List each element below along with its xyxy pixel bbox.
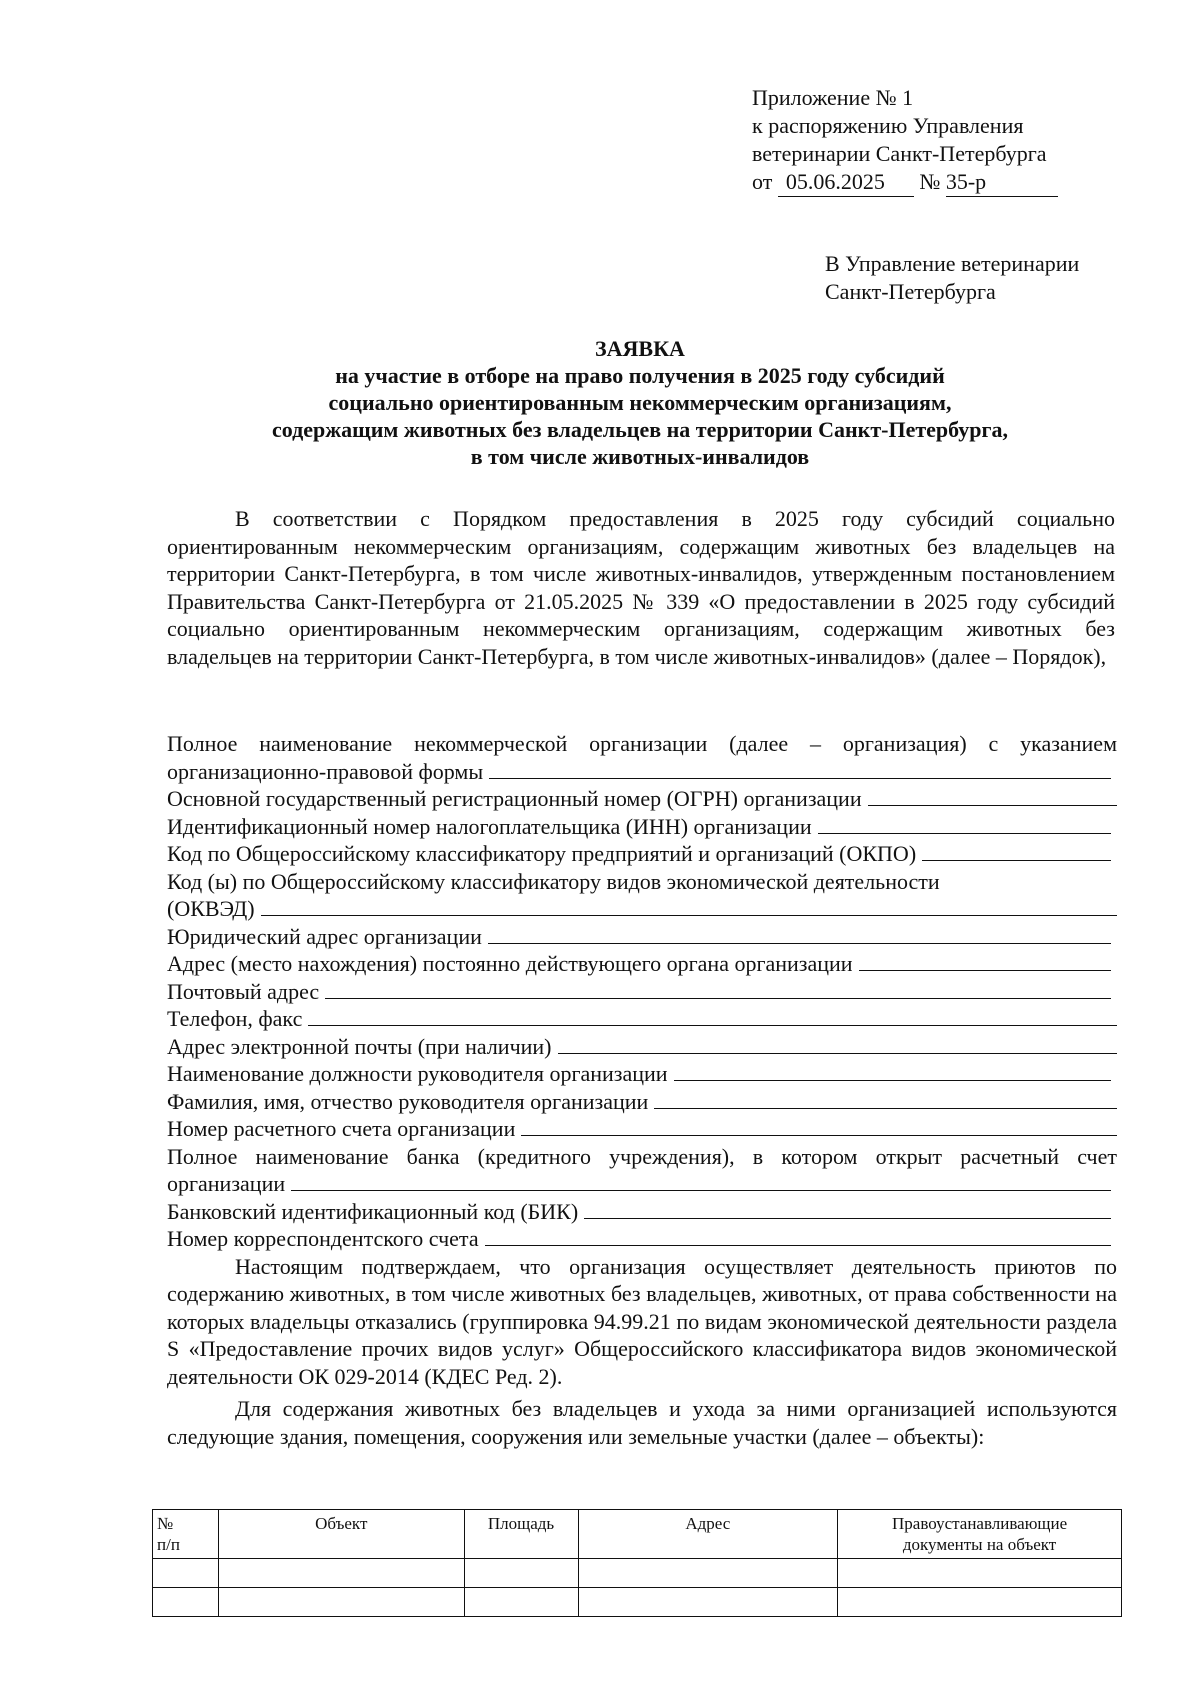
field-phone-label: Телефон, факс [167, 1006, 303, 1031]
field-head-position-input[interactable] [674, 1060, 1111, 1081]
field-email-label: Адрес электронной почты (при наличии) [167, 1033, 552, 1059]
field-okpo-label: Код по Общероссийскому классификатору предприятий и организаций (ОКПО) [167, 841, 917, 866]
table-cell[interactable] [153, 1559, 219, 1588]
annex-number-label: № [919, 169, 941, 194]
field-ogrn [167, 785, 1117, 813]
field-account-label: Номер расчетного счета организации [167, 1116, 516, 1141]
col-area-header: Площадь [464, 1510, 578, 1559]
col-docs-label-1: Правоустанавливающие [892, 1514, 1068, 1533]
field-okved-label-2: (ОКВЭД) [167, 896, 255, 921]
col-number-header [153, 1510, 219, 1559]
field-okpo-input[interactable] [922, 840, 1111, 861]
field-ogrn-label: Основной государственный регистрационный номер (ОГРН) организации [167, 786, 862, 811]
field-account-input[interactable] [521, 1115, 1117, 1136]
title-line-1: на участие в отборе на право получения в 2025 году субсидий [335, 363, 945, 388]
title-line-3: содержащим животных без владельцев на территории Санкт-Петербурга, [271, 417, 1009, 442]
field-full-name-label: Полное наименование некоммерческой организации (далее – организация) с указанием [167, 731, 1117, 756]
field-corr [167, 1225, 1117, 1253]
annex-number: 35-р [946, 168, 1058, 197]
field-account [167, 1115, 1117, 1143]
confirm-text: Настоящим подтверждаем, что организация осуществляет деятельность приютов по содержанию животных, в том числе животных без владельцев, животных, от права собственности на которых владельцы отказались (группировка 94.99.21 по видам экономической деятельности раздела S «Предоставление прочих видов услуг» Общероссийского классификатора видов экономической деятельности ОК 029-2014 (КДЕС Ред. 2). [167, 1253, 1117, 1389]
field-postal [167, 978, 1117, 1006]
table-cell[interactable] [464, 1588, 578, 1617]
field-location-label: Адрес (место нахождения) постоянно действующего органа организации [167, 951, 853, 976]
field-head-position [167, 1060, 1117, 1088]
field-legal-address [167, 923, 1117, 951]
objects-intro-paragraph [167, 1395, 1117, 1450]
document-title [120, 335, 1160, 470]
col-object-header: Объект [218, 1510, 464, 1559]
annex-date-line [752, 168, 1058, 197]
field-head-name [167, 1088, 1117, 1116]
field-inn-label: Идентификационный номер налогоплательщика (ИНН) организации [167, 813, 812, 839]
field-okved-input[interactable] [261, 895, 1117, 916]
field-okved-label: Код (ы) по Общероссийскому классификатору видов экономической деятельности [167, 868, 940, 894]
field-full-name [167, 758, 1117, 786]
confirm-paragraph [167, 1253, 1117, 1391]
field-email-input[interactable] [558, 1033, 1117, 1054]
annex-line-3: ветеринарии Санкт-Петербурга [752, 141, 1047, 166]
objects-table [152, 1509, 1122, 1617]
table-cell[interactable] [464, 1559, 578, 1588]
col-docs-header [838, 1510, 1122, 1559]
table-cell[interactable] [838, 1588, 1122, 1617]
table-cell[interactable] [578, 1559, 838, 1588]
table-cell[interactable] [153, 1588, 219, 1617]
field-okved [167, 895, 1117, 923]
field-ogrn-input[interactable] [868, 785, 1117, 806]
field-full-name-input[interactable] [489, 758, 1111, 779]
title-heading: ЗАЯВКА [595, 336, 685, 361]
field-corr-input[interactable] [485, 1225, 1111, 1246]
field-phone-input[interactable] [308, 1005, 1117, 1026]
intro-text: В соответствии с Порядком предоставления в 2025 году субсидий социально ориентированным некоммерческим организациям, содержащим животных без владельцев на территории Санкт-Петербурга, в том числе животных-инвалидов, утвержденным постановлением Правительства Санкт-Петербурга от 21.05.2025 № 339 «О предоставлении в 2025 году субсидий социально ориентированным некоммерческим организациям, содержащим животных без владельцев на территории Санкт-Петербурга, в том числе животных-инвалидов» (далее – Порядок), [167, 506, 1115, 669]
table-header-row [153, 1510, 1122, 1559]
field-inn [167, 813, 1117, 841]
field-full-name-label-2: организационно-правовой формы [167, 758, 484, 784]
field-bik-label: Банковский идентификационный код (БИК) [167, 1198, 579, 1224]
organization-fields [167, 730, 1117, 1450]
annex-line-2: к распоряжению Управления [752, 113, 1024, 138]
objects-intro-text: Для содержания животных без владельцев и ухода за ними организацией используются следующие здания, помещения, сооружения или земельные участки (далее – объекты): [167, 1396, 1117, 1449]
table-cell[interactable] [838, 1559, 1122, 1588]
field-bik [167, 1198, 1117, 1226]
field-bank-label: Полное наименование банка (кредитного учреждения), в котором открыт расчетный счет [167, 1143, 1117, 1169]
table-cell[interactable] [578, 1588, 838, 1617]
annex-date: 05.06.2025 [778, 168, 914, 197]
title-line-2: социально ориентированным некоммерческим организациям, [328, 390, 952, 415]
field-phone [167, 1005, 1117, 1033]
field-postal-input[interactable] [325, 978, 1111, 999]
annex-line-1: Приложение № 1 [752, 85, 914, 110]
field-legal-address-label: Юридический адрес организации [167, 923, 482, 949]
col-number-label-1: № [157, 1514, 174, 1533]
intro-paragraph [167, 505, 1115, 670]
field-head-name-input[interactable] [654, 1088, 1117, 1109]
field-location [167, 950, 1117, 978]
addressee-line-1: В Управление ветеринарии [825, 251, 1080, 276]
table-row [153, 1559, 1122, 1588]
field-bank [167, 1170, 1117, 1198]
table-cell[interactable] [218, 1559, 464, 1588]
annex-from-label: от [752, 169, 773, 194]
field-bik-input[interactable] [584, 1198, 1111, 1219]
field-legal-address-input[interactable] [488, 923, 1111, 944]
field-head-position-label: Наименование должности руководителя организации [167, 1061, 668, 1086]
field-inn-input[interactable] [818, 813, 1111, 834]
col-docs-label-2: документы на объект [902, 1535, 1057, 1554]
col-address-header: Адрес [578, 1510, 838, 1559]
field-email [167, 1033, 1117, 1061]
field-bank-input[interactable] [291, 1170, 1111, 1191]
field-head-name-label: Фамилия, имя, отчество руководителя организации [167, 1088, 649, 1114]
table-row [153, 1588, 1122, 1617]
addressee-block [825, 250, 1079, 306]
field-location-input[interactable] [859, 950, 1111, 971]
field-postal-label: Почтовый адрес [167, 978, 320, 1004]
field-okpo [167, 840, 1117, 868]
addressee-line-2: Санкт-Петербурга [825, 279, 996, 304]
annex-block [752, 84, 1058, 197]
field-bank-label-2: организации [167, 1171, 286, 1196]
table-cell[interactable] [218, 1588, 464, 1617]
title-line-4: в том числе животных-инвалидов [470, 444, 810, 469]
field-corr-label: Номер корреспондентского счета [167, 1226, 479, 1251]
col-number-label-2: п/п [157, 1535, 180, 1554]
